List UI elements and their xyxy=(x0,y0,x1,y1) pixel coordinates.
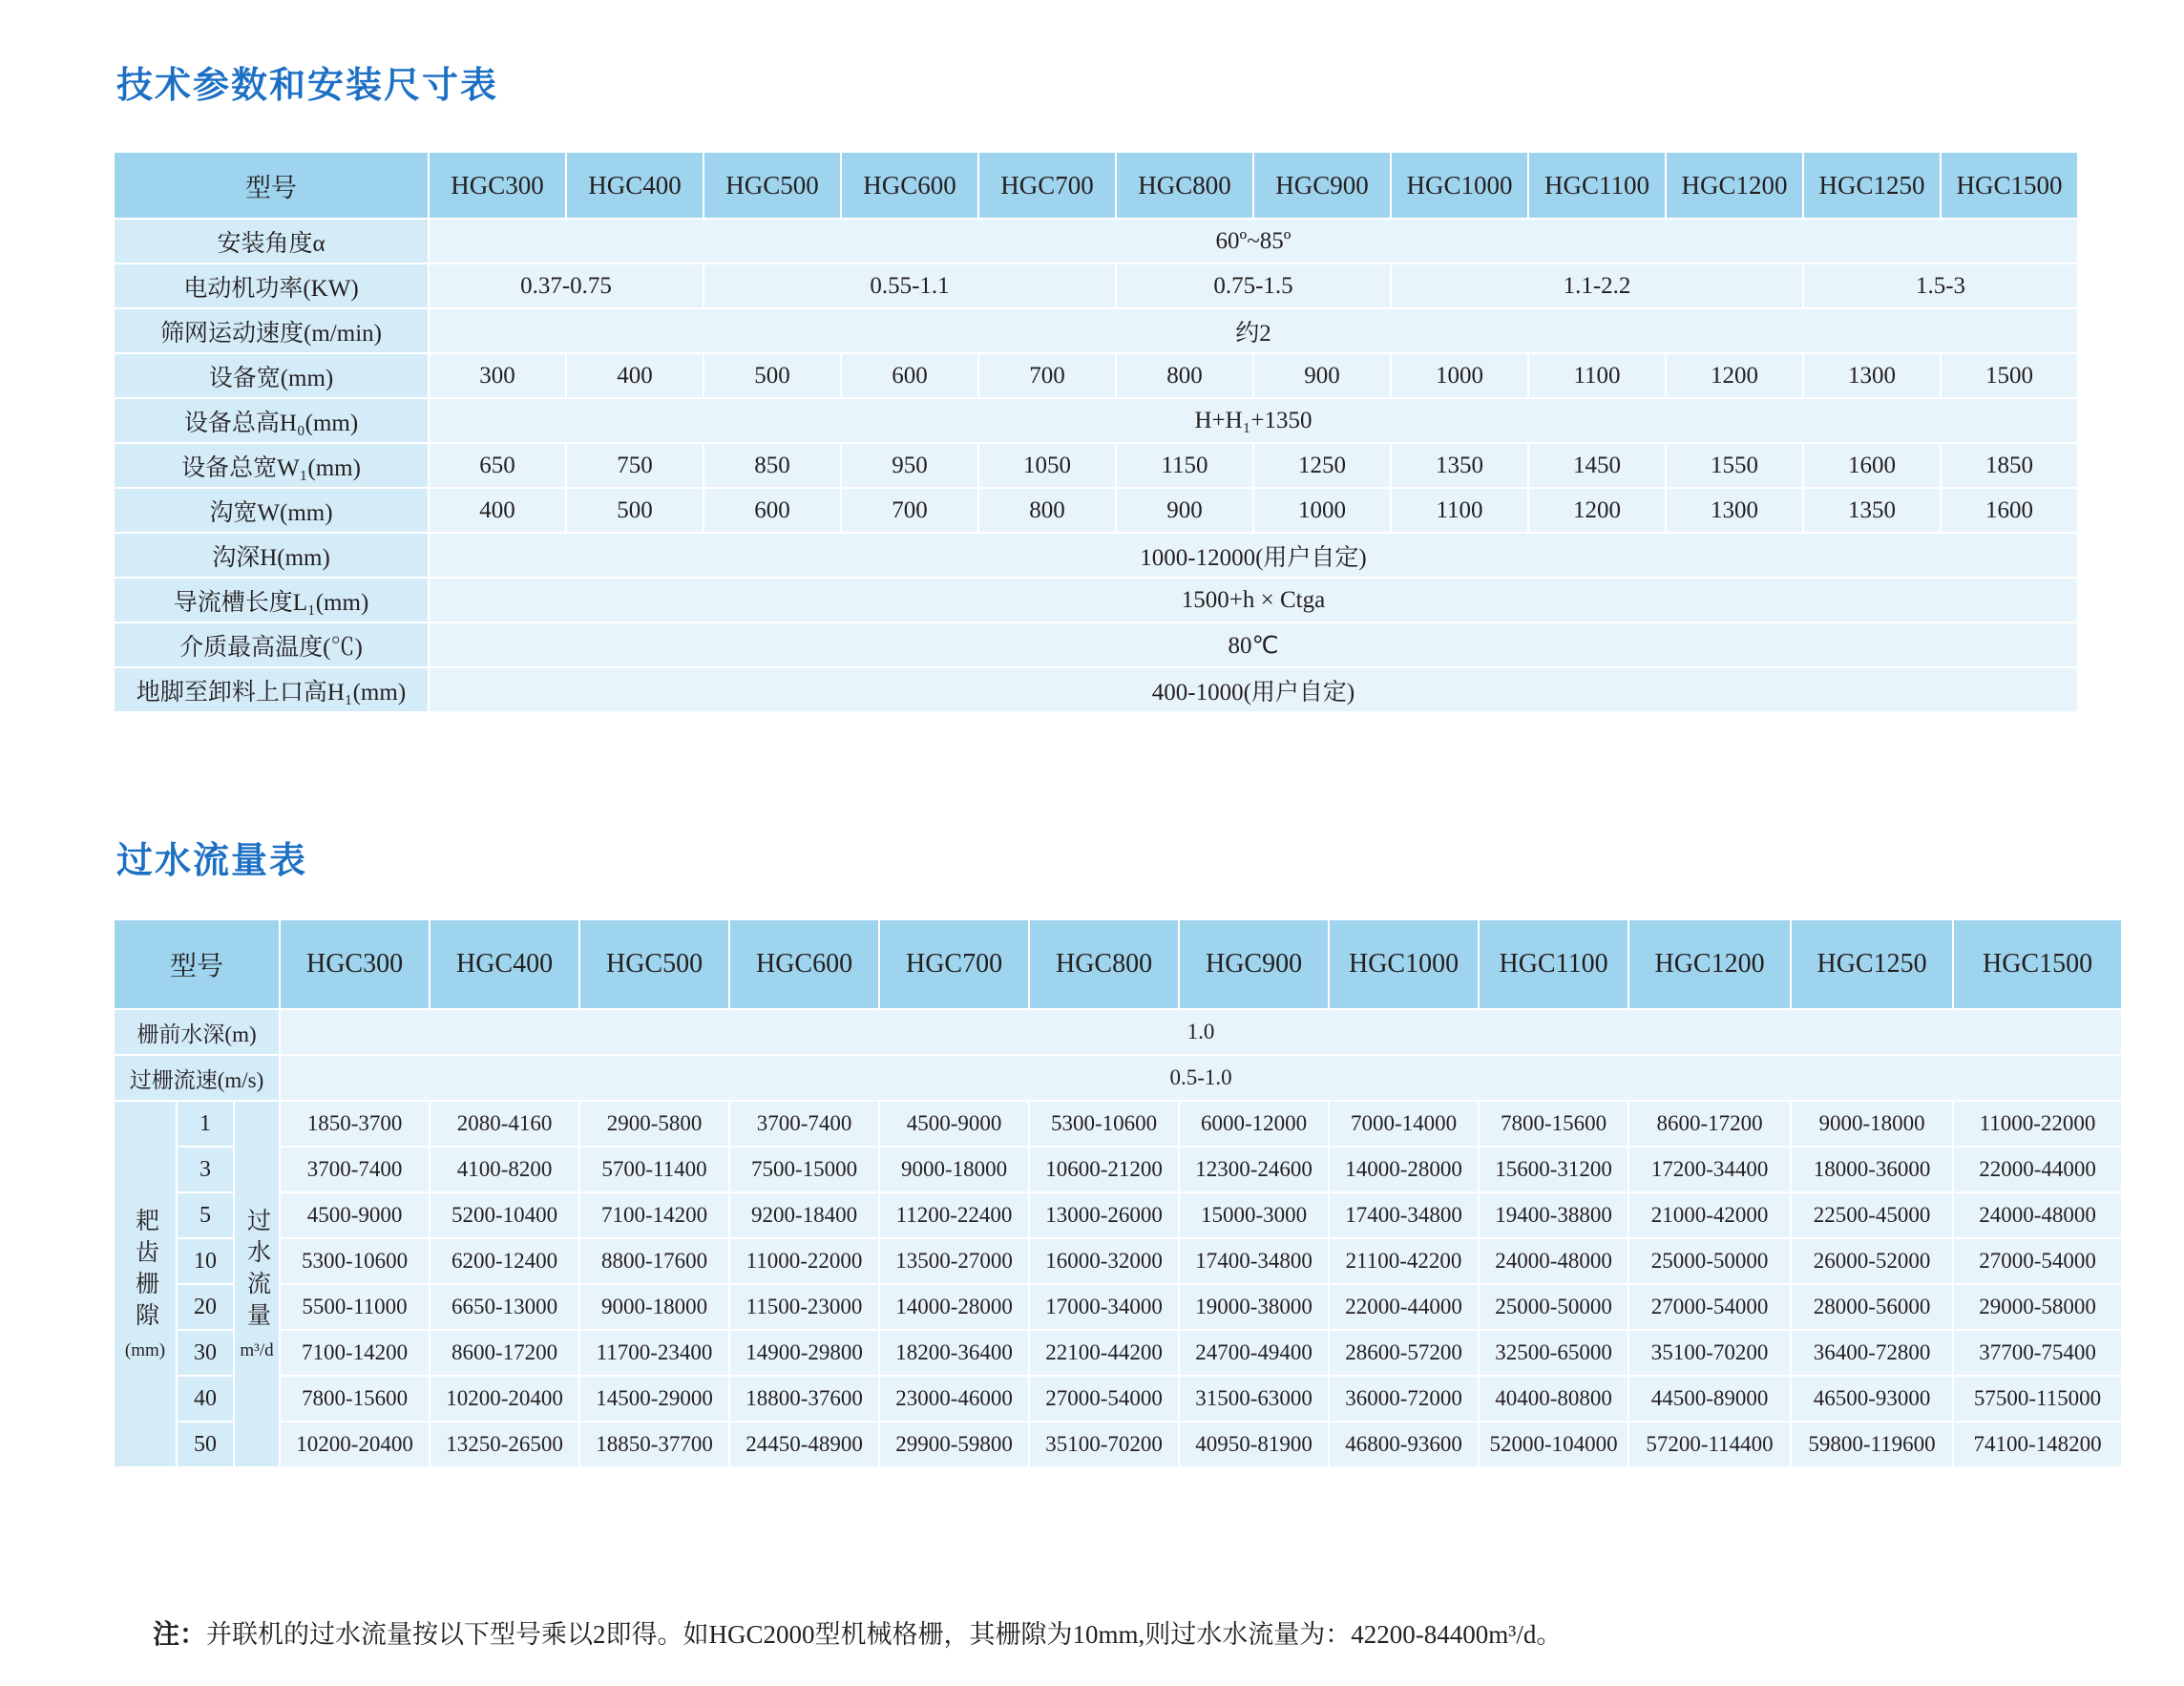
flow-cell-0-0: 1850-3700 xyxy=(280,1101,430,1147)
flow-cell-6-1: 10200-20400 xyxy=(430,1376,579,1422)
cell-equipment-width-0: 300 xyxy=(429,353,566,398)
flow-cell-1-8: 15600-31200 xyxy=(1479,1147,1628,1192)
flow-cell-5-2: 11700-23400 xyxy=(579,1330,729,1376)
gap-value-5: 30 xyxy=(177,1330,234,1376)
flow-cell-7-4: 29900-59800 xyxy=(879,1422,1029,1467)
header-model-0: HGC300 xyxy=(280,919,430,1009)
row-label-total-width: 设备总宽W₁(mm) xyxy=(114,443,429,488)
table-row xyxy=(114,308,2078,353)
header-model-10: HGC1250 xyxy=(1803,152,1941,219)
flow-cell-7-0: 10200-20400 xyxy=(280,1422,430,1467)
table-row xyxy=(114,1009,2122,1055)
flow-cell-0-8: 7800-15600 xyxy=(1479,1101,1628,1147)
water-flow-table xyxy=(113,918,2123,1468)
header-model-9: HGC1200 xyxy=(1666,152,1803,219)
flow-rate-unit: m³/d xyxy=(240,1339,274,1360)
cell-guide-length: 1500+h × Ctga xyxy=(429,578,2078,622)
cell-channel-width-1: 500 xyxy=(566,488,704,533)
flow-cell-1-9: 17200-34400 xyxy=(1628,1147,1791,1192)
header-model-9: HGC1200 xyxy=(1628,919,1791,1009)
table-row xyxy=(114,488,2078,533)
flow-cell-7-11: 74100-148200 xyxy=(1953,1422,2122,1467)
flow-cell-5-5: 22100-44200 xyxy=(1029,1330,1179,1376)
cell-motor-power-1: 0.55-1.1 xyxy=(704,263,1116,308)
cell-total-width-3: 950 xyxy=(841,443,978,488)
flow-cell-1-10: 18000-36000 xyxy=(1791,1147,1953,1192)
header-model-1: HGC400 xyxy=(566,152,704,219)
table-row xyxy=(114,443,2078,488)
flow-cell-1-1: 4100-8200 xyxy=(430,1147,579,1192)
table-header-row xyxy=(114,919,2122,1009)
gap-value-7: 50 xyxy=(177,1422,234,1467)
cell-total-width-2: 850 xyxy=(704,443,841,488)
flow-cell-5-7: 28600-57200 xyxy=(1329,1330,1479,1376)
flow-cell-2-6: 15000-3000 xyxy=(1179,1192,1329,1238)
row-label-screen-speed: 筛网运动速度(m/min) xyxy=(114,308,429,353)
gap-value-4: 20 xyxy=(177,1284,234,1330)
flow-cell-5-4: 18200-36400 xyxy=(879,1330,1029,1376)
cell-channel-width-8: 1200 xyxy=(1528,488,1666,533)
cell-channel-width-6: 1000 xyxy=(1253,488,1391,533)
flow-cell-1-4: 9000-18000 xyxy=(879,1147,1029,1192)
row-label-channel-width: 沟宽W(mm) xyxy=(114,488,429,533)
header-model-6: HGC900 xyxy=(1253,152,1391,219)
page-title-flow: 过水流量表 xyxy=(116,839,308,881)
flow-cell-6-6: 31500-63000 xyxy=(1179,1376,1329,1422)
flow-cell-5-9: 35100-70200 xyxy=(1628,1330,1791,1376)
flow-cell-2-1: 5200-10400 xyxy=(430,1192,579,1238)
cell-channel-width-3: 700 xyxy=(841,488,978,533)
cell-channel-width-7: 1100 xyxy=(1391,488,1528,533)
flow-cell-4-1: 6650-13000 xyxy=(430,1284,579,1330)
flow-cell-3-1: 6200-12400 xyxy=(430,1238,579,1284)
flow-cell-7-3: 24450-48900 xyxy=(729,1422,879,1467)
cell-equipment-width-5: 800 xyxy=(1116,353,1253,398)
cell-equipment-width-6: 900 xyxy=(1253,353,1391,398)
flow-cell-2-11: 24000-48000 xyxy=(1953,1192,2122,1238)
cell-flow-velocity: 0.5-1.0 xyxy=(280,1055,2122,1101)
flow-cell-6-4: 23000-46000 xyxy=(879,1376,1029,1422)
flow-cell-1-5: 10600-21200 xyxy=(1029,1147,1179,1192)
cell-total-width-5: 1150 xyxy=(1116,443,1253,488)
row-label-foot-height: 地脚至卸料上口高H₁(mm) xyxy=(114,667,429,712)
table-row xyxy=(114,1422,2122,1467)
header-model-10: HGC1250 xyxy=(1791,919,1953,1009)
cell-motor-power-3: 1.1-2.2 xyxy=(1391,263,1803,308)
flow-cell-1-2: 5700-11400 xyxy=(579,1147,729,1192)
cell-motor-power-0: 0.37-0.75 xyxy=(429,263,704,308)
flow-cell-4-5: 17000-34000 xyxy=(1029,1284,1179,1330)
gap-value-6: 40 xyxy=(177,1376,234,1422)
flow-cell-3-5: 16000-32000 xyxy=(1029,1238,1179,1284)
header-model-0: HGC300 xyxy=(429,152,566,219)
cell-water-depth: 1.0 xyxy=(280,1009,2122,1055)
table-row xyxy=(114,1330,2122,1376)
rake-gap-unit: (mm) xyxy=(124,1339,166,1360)
cell-equipment-width-8: 1100 xyxy=(1528,353,1666,398)
table-row xyxy=(114,353,2078,398)
cell-total-width-1: 750 xyxy=(566,443,704,488)
header-model-2: HGC500 xyxy=(704,152,841,219)
row-label-max-temp: 介质最高温度(℃) xyxy=(114,622,429,667)
flow-rate-text: 过水流量 xyxy=(243,1207,270,1334)
flow-cell-0-9: 8600-17200 xyxy=(1628,1101,1791,1147)
flow-cell-6-10: 46500-93000 xyxy=(1791,1376,1953,1422)
cell-total-width-10: 1600 xyxy=(1803,443,1941,488)
row-label-channel-depth: 沟深H(mm) xyxy=(114,533,429,578)
cell-channel-depth: 1000-12000(用户自定) xyxy=(429,533,2078,578)
flow-cell-6-2: 14500-29000 xyxy=(579,1376,729,1422)
row-label-guide-length: 导流槽长度L₁(mm) xyxy=(114,578,429,622)
flow-cell-7-7: 46800-93600 xyxy=(1329,1422,1479,1467)
table-row xyxy=(114,533,2078,578)
cell-motor-power-2: 0.75-1.5 xyxy=(1116,263,1391,308)
cell-channel-width-9: 1300 xyxy=(1666,488,1803,533)
header-model-5: HGC800 xyxy=(1029,919,1179,1009)
table-row xyxy=(114,578,2078,622)
table-header-row xyxy=(114,152,2078,219)
header-model-1: HGC400 xyxy=(430,919,579,1009)
flow-cell-6-5: 27000-54000 xyxy=(1029,1376,1179,1422)
cell-total-width-9: 1550 xyxy=(1666,443,1803,488)
flow-cell-2-3: 9200-18400 xyxy=(729,1192,879,1238)
table-row xyxy=(114,622,2078,667)
flow-cell-4-10: 28000-56000 xyxy=(1791,1284,1953,1330)
cell-equipment-width-2: 500 xyxy=(704,353,841,398)
flow-cell-2-5: 13000-26000 xyxy=(1029,1192,1179,1238)
flow-cell-3-11: 27000-54000 xyxy=(1953,1238,2122,1284)
cell-max-temp: 80℃ xyxy=(429,622,2078,667)
cell-total-width-0: 650 xyxy=(429,443,566,488)
flow-cell-4-4: 14000-28000 xyxy=(879,1284,1029,1330)
row-label-motor-power: 电动机功率(KW) xyxy=(114,263,429,308)
header-model-label: 型号 xyxy=(114,152,429,219)
flow-cell-6-0: 7800-15600 xyxy=(280,1376,430,1422)
header-model-3: HGC600 xyxy=(841,152,978,219)
cell-channel-width-5: 900 xyxy=(1116,488,1253,533)
gap-value-3: 10 xyxy=(177,1238,234,1284)
flow-cell-7-9: 57200-114400 xyxy=(1628,1422,1791,1467)
flow-cell-7-6: 40950-81900 xyxy=(1179,1422,1329,1467)
flow-cell-2-2: 7100-14200 xyxy=(579,1192,729,1238)
flow-cell-1-7: 14000-28000 xyxy=(1329,1147,1479,1192)
flow-cell-0-11: 11000-22000 xyxy=(1953,1101,2122,1147)
flow-cell-0-3: 3700-7400 xyxy=(729,1101,879,1147)
header-model-8: HGC1100 xyxy=(1479,919,1628,1009)
header-model-11: HGC1500 xyxy=(1953,919,2122,1009)
gap-value-1: 3 xyxy=(177,1147,234,1192)
flow-cell-0-1: 2080-4160 xyxy=(430,1101,579,1147)
cell-equipment-width-9: 1200 xyxy=(1666,353,1803,398)
flow-cell-5-3: 14900-29800 xyxy=(729,1330,879,1376)
cell-total-width-7: 1350 xyxy=(1391,443,1528,488)
header-model-11: HGC1500 xyxy=(1941,152,2078,219)
cell-foot-height: 400-1000(用户自定) xyxy=(429,667,2078,712)
flow-cell-5-6: 24700-49400 xyxy=(1179,1330,1329,1376)
page-title-tech: 技术参数和安装尺寸表 xyxy=(116,64,499,106)
flow-cell-0-7: 7000-14000 xyxy=(1329,1101,1479,1147)
flow-cell-4-8: 25000-50000 xyxy=(1479,1284,1628,1330)
flow-cell-2-0: 4500-9000 xyxy=(280,1192,430,1238)
cell-equipment-width-11: 1500 xyxy=(1941,353,2078,398)
flow-cell-3-2: 8800-17600 xyxy=(579,1238,729,1284)
flow-cell-6-7: 36000-72000 xyxy=(1329,1376,1479,1422)
flow-cell-0-5: 5300-10600 xyxy=(1029,1101,1179,1147)
cell-total-width-4: 1050 xyxy=(978,443,1116,488)
flow-cell-3-8: 24000-48000 xyxy=(1479,1238,1628,1284)
table-row xyxy=(114,1376,2122,1422)
row-label-water-depth: 栅前水深(m) xyxy=(114,1009,280,1055)
flow-cell-7-2: 18850-37700 xyxy=(579,1422,729,1467)
flow-cell-0-10: 9000-18000 xyxy=(1791,1101,1953,1147)
flow-cell-3-6: 17400-34800 xyxy=(1179,1238,1329,1284)
flow-cell-1-0: 3700-7400 xyxy=(280,1147,430,1192)
row-label-equipment-width: 设备宽(mm) xyxy=(114,353,429,398)
flow-cell-3-0: 5300-10600 xyxy=(280,1238,430,1284)
cell-equipment-width-4: 700 xyxy=(978,353,1116,398)
row-label-install-angle: 安装角度α xyxy=(114,219,429,263)
cell-install-angle: 60º~85º xyxy=(429,219,2078,263)
flow-cell-4-6: 19000-38000 xyxy=(1179,1284,1329,1330)
flow-cell-3-4: 13500-27000 xyxy=(879,1238,1029,1284)
header-model-5: HGC800 xyxy=(1116,152,1253,219)
table-row xyxy=(114,667,2078,712)
flow-cell-1-11: 22000-44000 xyxy=(1953,1147,2122,1192)
flow-cell-2-10: 22500-45000 xyxy=(1791,1192,1953,1238)
flow-cell-6-8: 40400-80800 xyxy=(1479,1376,1628,1422)
cell-channel-width-0: 400 xyxy=(429,488,566,533)
header-model-label: 型号 xyxy=(114,919,280,1009)
flow-cell-2-8: 19400-38800 xyxy=(1479,1192,1628,1238)
header-model-7: HGC1000 xyxy=(1329,919,1479,1009)
technical-parameters-table xyxy=(113,151,2079,713)
table-row xyxy=(114,1238,2122,1284)
header-model-7: HGC1000 xyxy=(1391,152,1528,219)
flow-cell-0-2: 2900-5800 xyxy=(579,1101,729,1147)
flow-cell-5-11: 37700-75400 xyxy=(1953,1330,2122,1376)
cell-total-width-11: 1850 xyxy=(1941,443,2078,488)
header-model-3: HGC600 xyxy=(729,919,879,1009)
cell-channel-width-10: 1350 xyxy=(1803,488,1941,533)
flow-cell-2-7: 17400-34800 xyxy=(1329,1192,1479,1238)
table-row xyxy=(114,1192,2122,1238)
flow-cell-4-11: 29000-58000 xyxy=(1953,1284,2122,1330)
row-label-rake-gap xyxy=(114,1101,177,1467)
flow-cell-4-7: 22000-44000 xyxy=(1329,1284,1479,1330)
flow-cell-7-5: 35100-70200 xyxy=(1029,1422,1179,1467)
cell-channel-width-11: 1600 xyxy=(1941,488,2078,533)
flow-cell-1-3: 7500-15000 xyxy=(729,1147,879,1192)
row-label-flow-velocity: 过栅流速(m/s) xyxy=(114,1055,280,1101)
flow-cell-2-9: 21000-42000 xyxy=(1628,1192,1791,1238)
table-row xyxy=(114,1101,2122,1147)
flow-cell-3-3: 11000-22000 xyxy=(729,1238,879,1284)
flow-cell-3-9: 25000-50000 xyxy=(1628,1238,1791,1284)
table-row xyxy=(114,1147,2122,1192)
flow-cell-0-4: 4500-9000 xyxy=(879,1101,1029,1147)
cell-equipment-width-7: 1000 xyxy=(1391,353,1528,398)
header-model-6: HGC900 xyxy=(1179,919,1329,1009)
flow-cell-1-6: 12300-24600 xyxy=(1179,1147,1329,1192)
flow-cell-5-8: 32500-65000 xyxy=(1479,1330,1628,1376)
cell-screen-speed: 约2 xyxy=(429,308,2078,353)
cell-motor-power-4: 1.5-3 xyxy=(1803,263,2078,308)
gap-value-0: 1 xyxy=(177,1101,234,1147)
cell-channel-width-4: 800 xyxy=(978,488,1116,533)
flow-cell-4-2: 9000-18000 xyxy=(579,1284,729,1330)
cell-equipment-width-3: 600 xyxy=(841,353,978,398)
table-row xyxy=(114,1055,2122,1101)
header-model-2: HGC500 xyxy=(579,919,729,1009)
cell-total-width-8: 1450 xyxy=(1528,443,1666,488)
flow-cell-4-0: 5500-11000 xyxy=(280,1284,430,1330)
cell-total-height: H+H₁+1350 xyxy=(429,398,2078,443)
footer-note xyxy=(153,1613,1562,1652)
flow-cell-7-8: 52000-104000 xyxy=(1479,1422,1628,1467)
cell-channel-width-2: 600 xyxy=(704,488,841,533)
flow-cell-6-9: 44500-89000 xyxy=(1628,1376,1791,1422)
flow-cell-3-10: 26000-52000 xyxy=(1791,1238,1953,1284)
flow-cell-6-3: 18800-37600 xyxy=(729,1376,879,1422)
cell-equipment-width-1: 400 xyxy=(566,353,704,398)
flow-cell-0-6: 6000-12000 xyxy=(1179,1101,1329,1147)
note-text: 并联机的过水流量按以下型号乘以2即得。如HGC2000型机械格栅，其栅隙为10mm,则过水水流量为：42200-84400m³/d。 xyxy=(206,1620,1563,1649)
flow-cell-5-10: 36400-72800 xyxy=(1791,1330,1953,1376)
table-row xyxy=(114,263,2078,308)
gap-value-2: 5 xyxy=(177,1192,234,1238)
flow-cell-7-1: 13250-26500 xyxy=(430,1422,579,1467)
header-model-4: HGC700 xyxy=(978,152,1116,219)
table-row xyxy=(114,398,2078,443)
flow-cell-2-4: 11200-22400 xyxy=(879,1192,1029,1238)
header-model-8: HGC1100 xyxy=(1528,152,1666,219)
row-label-total-height: 设备总高H₀(mm) xyxy=(114,398,429,443)
flow-cell-5-0: 7100-14200 xyxy=(280,1330,430,1376)
cell-equipment-width-10: 1300 xyxy=(1803,353,1941,398)
note-prefix: 注： xyxy=(153,1618,207,1650)
flow-cell-4-3: 11500-23000 xyxy=(729,1284,879,1330)
flow-cell-3-7: 21100-42200 xyxy=(1329,1238,1479,1284)
flow-cell-6-11: 57500-115000 xyxy=(1953,1376,2122,1422)
flow-cell-7-10: 59800-119600 xyxy=(1791,1422,1953,1467)
cell-total-width-6: 1250 xyxy=(1253,443,1391,488)
rake-gap-text: 耙齿栅隙 xyxy=(132,1207,158,1334)
header-model-4: HGC700 xyxy=(879,919,1029,1009)
table-row xyxy=(114,219,2078,263)
flow-cell-4-9: 27000-54000 xyxy=(1628,1284,1791,1330)
table-row xyxy=(114,1284,2122,1330)
flow-cell-5-1: 8600-17200 xyxy=(430,1330,579,1376)
row-label-flow-rate xyxy=(234,1101,280,1467)
